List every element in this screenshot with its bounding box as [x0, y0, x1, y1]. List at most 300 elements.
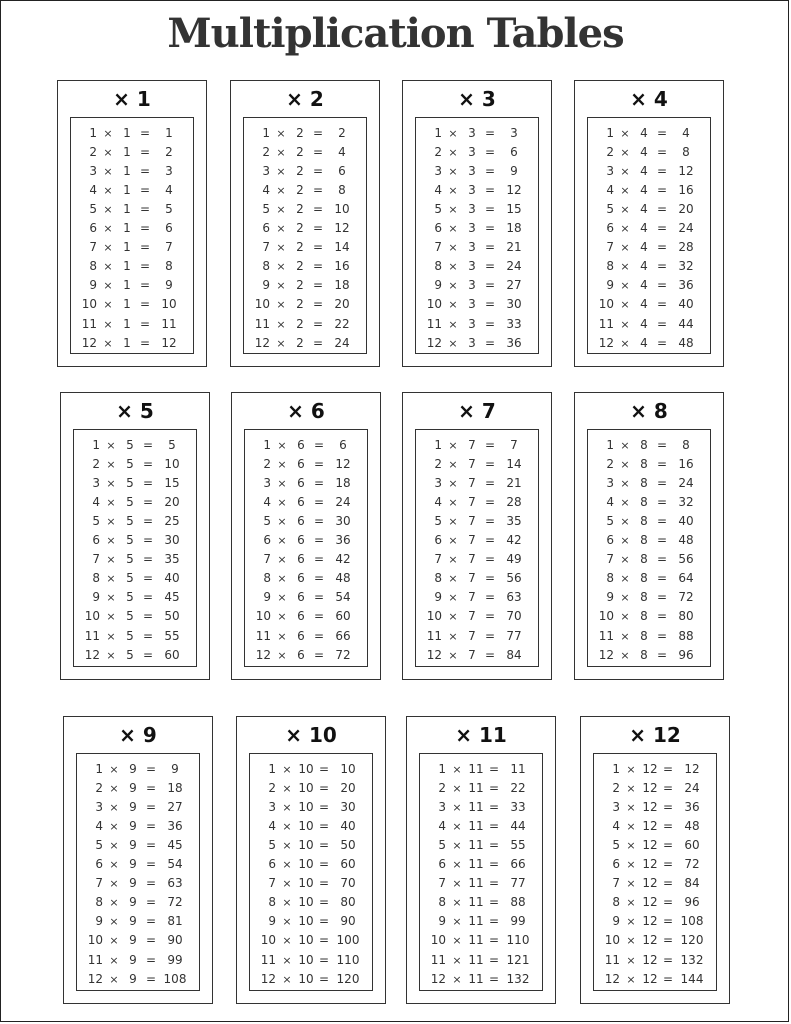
table-row — [594, 874, 716, 893]
times-sign: × — [109, 763, 119, 776]
times-sign: × — [620, 515, 630, 529]
equals-sign: = — [312, 221, 324, 236]
times-sign: × — [282, 915, 292, 929]
equals-sign: = — [484, 438, 496, 452]
times-sign: × — [277, 534, 287, 548]
product: 35 — [164, 552, 180, 567]
table-row — [588, 124, 710, 143]
product: 70 — [506, 609, 522, 624]
times-sign: × — [620, 458, 630, 472]
equals-sign: = — [313, 628, 325, 643]
times-sign: × — [109, 801, 119, 815]
multiplier: 5 — [126, 571, 134, 586]
equals-sign: = — [312, 335, 324, 350]
product: 9 — [171, 762, 179, 776]
multiplicand: 3 — [92, 476, 100, 491]
equals-sign: = — [484, 240, 496, 255]
multiplier: 5 — [126, 457, 134, 472]
table-row — [588, 334, 710, 353]
product: 18 — [335, 476, 351, 491]
product: 28 — [678, 240, 694, 255]
multiplicand: 3 — [434, 164, 442, 179]
table-card-3 — [402, 80, 552, 367]
equals-sign: = — [145, 762, 157, 776]
times-sign: × — [276, 279, 286, 293]
multiplier: 2 — [296, 259, 304, 274]
times-sign: × — [103, 241, 113, 255]
multiplicand: 10 — [430, 933, 446, 948]
multiplicand: 12 — [426, 647, 442, 662]
equals-sign: = — [145, 781, 157, 796]
table-body — [593, 753, 717, 991]
table-row — [245, 607, 367, 626]
table-row — [77, 951, 199, 970]
table-row — [77, 798, 199, 817]
multiplicand: 1 — [263, 438, 271, 452]
product: 132 — [680, 952, 704, 967]
multiplier: 7 — [468, 590, 476, 605]
multiplier: 3 — [468, 183, 476, 198]
equals-sign: = — [488, 895, 500, 910]
product: 11 — [510, 762, 526, 776]
multiplicand: 9 — [434, 278, 442, 293]
table-row — [416, 474, 538, 493]
multiplicand: 5 — [263, 514, 271, 529]
multiplicand: 11 — [81, 316, 97, 331]
table-row — [420, 798, 542, 817]
table-row — [74, 531, 196, 550]
table-heading: × 6 — [287, 399, 325, 423]
equals-sign: = — [142, 590, 154, 605]
product: 2 — [338, 126, 346, 140]
times-sign: × — [448, 222, 458, 236]
multiplier: 12 — [642, 895, 658, 910]
table-row — [250, 836, 372, 855]
multiplier: 1 — [123, 126, 131, 140]
multiplier: 12 — [642, 971, 658, 986]
equals-sign: = — [318, 895, 330, 910]
table-row — [588, 646, 710, 665]
equals-sign: = — [488, 762, 500, 776]
equals-sign: = — [484, 533, 496, 548]
table-row — [416, 436, 538, 455]
multiplicand: 2 — [268, 781, 276, 796]
equals-sign: = — [656, 514, 668, 529]
product: 3 — [510, 126, 518, 140]
table-row — [250, 951, 372, 970]
multiplicand: 8 — [262, 259, 270, 274]
table-row — [244, 295, 366, 314]
product: 100 — [336, 933, 360, 948]
product: 45 — [164, 590, 180, 605]
multiplicand: 4 — [92, 495, 100, 510]
multiplicand: 1 — [434, 126, 442, 140]
multiplicand: 12 — [598, 647, 614, 662]
table-row — [71, 276, 193, 295]
product: 32 — [678, 495, 694, 510]
equals-sign: = — [318, 800, 330, 815]
multiplicand: 11 — [598, 316, 614, 331]
times-sign: × — [103, 146, 113, 160]
multiplier: 8 — [640, 590, 648, 605]
table-card-4 — [574, 80, 724, 367]
equals-sign: = — [484, 552, 496, 567]
equals-sign: = — [318, 914, 330, 929]
multiplier: 6 — [297, 438, 305, 452]
equals-sign: = — [318, 971, 330, 986]
multiplier: 8 — [640, 457, 648, 472]
times-sign: × — [448, 496, 458, 510]
times-sign: × — [277, 610, 287, 624]
table-row — [77, 874, 199, 893]
product: 18 — [167, 781, 183, 796]
table-row — [74, 646, 196, 665]
multiplier: 3 — [468, 202, 476, 217]
product: 24 — [678, 221, 694, 236]
table-heading: × 11 — [455, 723, 507, 747]
product: 9 — [165, 278, 173, 293]
multiplier: 4 — [640, 164, 648, 179]
equals-sign: = — [488, 819, 500, 834]
product: 50 — [340, 838, 356, 853]
table-card-5 — [60, 392, 210, 680]
times-sign: × — [276, 241, 286, 255]
times-sign: × — [277, 515, 287, 529]
multiplicand: 8 — [263, 571, 271, 586]
times-sign: × — [106, 534, 116, 548]
product: 72 — [678, 590, 694, 605]
times-sign: × — [626, 763, 636, 776]
table-row — [245, 588, 367, 607]
product: 8 — [165, 259, 173, 274]
table-row — [71, 162, 193, 181]
equals-sign: = — [145, 971, 157, 986]
times-sign: × — [103, 222, 113, 236]
equals-sign: = — [312, 278, 324, 293]
times-sign: × — [276, 184, 286, 198]
multiplicand: 11 — [84, 628, 100, 643]
product: 42 — [506, 533, 522, 548]
multiplier: 2 — [296, 335, 304, 350]
table-row — [245, 627, 367, 646]
multiplicand: 6 — [606, 533, 614, 548]
multiplicand: 6 — [606, 221, 614, 236]
times-sign: × — [620, 591, 630, 605]
equals-sign: = — [662, 895, 674, 910]
equals-sign: = — [313, 514, 325, 529]
multiplicand: 12 — [430, 971, 446, 986]
equals-sign: = — [662, 857, 674, 872]
times-sign: × — [106, 439, 116, 452]
multiplier: 1 — [123, 221, 131, 236]
product: 40 — [678, 297, 694, 312]
multiplier: 2 — [296, 183, 304, 198]
multiplicand: 10 — [426, 609, 442, 624]
times-sign: × — [620, 146, 630, 160]
multiplier: 8 — [640, 438, 648, 452]
multiplier: 5 — [126, 495, 134, 510]
table-row — [594, 970, 716, 989]
times-sign: × — [626, 953, 636, 967]
multiplier: 8 — [640, 514, 648, 529]
table-row — [588, 143, 710, 162]
product: 55 — [164, 628, 180, 643]
multiplier: 1 — [123, 297, 131, 312]
table-row — [416, 550, 538, 569]
multiplicand: 7 — [268, 876, 276, 891]
multiplicand: 11 — [604, 952, 620, 967]
table-row — [77, 760, 199, 779]
product: 24 — [335, 495, 351, 510]
multiplicand: 2 — [89, 145, 97, 160]
times-sign: × — [448, 591, 458, 605]
times-sign: × — [276, 336, 286, 350]
times-sign: × — [282, 953, 292, 967]
multiplier: 8 — [640, 609, 648, 624]
multiplicand: 4 — [268, 819, 276, 834]
table-row — [594, 760, 716, 779]
equals-sign: = — [484, 164, 496, 179]
multiplicand: 2 — [612, 781, 620, 796]
equals-sign: = — [145, 933, 157, 948]
table-row — [244, 315, 366, 334]
table-row — [77, 817, 199, 836]
times-sign: × — [448, 439, 458, 452]
multiplicand: 5 — [262, 202, 270, 217]
product: 48 — [335, 571, 351, 586]
times-sign: × — [109, 820, 119, 834]
multiplicand: 7 — [606, 240, 614, 255]
table-heading: × 5 — [116, 399, 154, 423]
multiplier: 2 — [296, 145, 304, 160]
multiplicand: 6 — [612, 857, 620, 872]
equals-sign: = — [484, 126, 496, 140]
multiplicand: 3 — [606, 164, 614, 179]
table-body — [415, 117, 539, 354]
multiplier: 6 — [297, 533, 305, 548]
times-sign: × — [620, 165, 630, 179]
times-sign: × — [103, 260, 113, 274]
multiplier: 9 — [129, 933, 137, 948]
equals-sign: = — [662, 800, 674, 815]
multiplier: 10 — [298, 781, 314, 796]
multiplicand: 10 — [260, 933, 276, 948]
table-row — [244, 143, 366, 162]
multiplier: 2 — [296, 278, 304, 293]
product: 96 — [684, 895, 700, 910]
times-sign: × — [106, 515, 116, 529]
times-sign: × — [448, 317, 458, 331]
multiplier: 6 — [297, 514, 305, 529]
table-row — [594, 798, 716, 817]
multiplicand: 10 — [598, 609, 614, 624]
multiplier: 6 — [297, 609, 305, 624]
table-row — [588, 588, 710, 607]
table-body — [70, 117, 194, 354]
times-sign: × — [109, 858, 119, 872]
equals-sign: = — [142, 609, 154, 624]
product: 15 — [506, 202, 522, 217]
times-sign: × — [277, 439, 287, 452]
multiplicand: 12 — [84, 647, 100, 662]
times-sign: × — [277, 553, 287, 567]
equals-sign: = — [484, 476, 496, 491]
multiplier: 2 — [296, 202, 304, 217]
product: 12 — [161, 335, 177, 350]
multiplier: 4 — [640, 316, 648, 331]
table-row — [245, 531, 367, 550]
table-row — [250, 760, 372, 779]
multiplier: 7 — [468, 438, 476, 452]
multiplicand: 11 — [254, 316, 270, 331]
times-sign: × — [277, 458, 287, 472]
multiplicand: 7 — [612, 876, 620, 891]
multiplicand: 1 — [612, 762, 620, 776]
equals-sign: = — [656, 476, 668, 491]
product: 63 — [506, 590, 522, 605]
multiplicand: 2 — [92, 457, 100, 472]
equals-sign: = — [142, 476, 154, 491]
table-row — [245, 493, 367, 512]
multiplier: 10 — [298, 876, 314, 891]
multiplicand: 11 — [598, 628, 614, 643]
table-row — [416, 646, 538, 665]
equals-sign: = — [656, 259, 668, 274]
multiplier: 12 — [642, 819, 658, 834]
times-sign: × — [620, 241, 630, 255]
multiplier: 10 — [298, 800, 314, 815]
times-sign: × — [109, 782, 119, 796]
table-card-10 — [236, 716, 386, 1004]
equals-sign: = — [656, 590, 668, 605]
product: 40 — [678, 514, 694, 529]
product: 64 — [678, 571, 694, 586]
multiplier: 5 — [126, 552, 134, 567]
product: 72 — [684, 857, 700, 872]
table-row — [588, 295, 710, 314]
product: 60 — [335, 609, 351, 624]
multiplier: 10 — [298, 762, 314, 776]
table-row — [245, 474, 367, 493]
table-row — [420, 855, 542, 874]
multiplier: 5 — [126, 438, 134, 452]
product: 36 — [335, 533, 351, 548]
multiplicand: 3 — [95, 800, 103, 815]
multiplier: 5 — [126, 609, 134, 624]
product: 4 — [165, 183, 173, 198]
product: 12 — [684, 762, 700, 776]
table-body — [587, 429, 711, 667]
table-row — [77, 893, 199, 912]
equals-sign: = — [139, 335, 151, 350]
product: 22 — [334, 316, 350, 331]
table-row — [74, 607, 196, 626]
times-sign: × — [448, 534, 458, 548]
table-row — [74, 550, 196, 569]
table-row — [416, 257, 538, 276]
times-sign: × — [626, 915, 636, 929]
multiplier: 2 — [296, 164, 304, 179]
multiplier: 12 — [642, 781, 658, 796]
multiplier: 12 — [642, 876, 658, 891]
multiplicand: 9 — [95, 914, 103, 929]
multiplier: 10 — [298, 819, 314, 834]
equals-sign: = — [656, 126, 668, 140]
product: 144 — [680, 971, 704, 986]
multiplicand: 1 — [89, 126, 97, 140]
table-row — [594, 836, 716, 855]
equals-sign: = — [488, 857, 500, 872]
table-body — [419, 753, 543, 991]
times-sign: × — [452, 801, 462, 815]
multiplier: 1 — [123, 240, 131, 255]
product: 48 — [684, 819, 700, 834]
times-sign: × — [448, 458, 458, 472]
multiplier: 10 — [298, 914, 314, 929]
multiplier: 8 — [640, 628, 648, 643]
multiplicand: 1 — [434, 438, 442, 452]
multiplicand: 12 — [598, 335, 614, 350]
multiplicand: 7 — [95, 876, 103, 891]
multiplicand: 4 — [606, 495, 614, 510]
multiplier: 5 — [126, 628, 134, 643]
times-sign: × — [452, 972, 462, 986]
equals-sign: = — [484, 297, 496, 312]
times-sign: × — [103, 317, 113, 331]
multiplier: 11 — [468, 800, 484, 815]
product: 49 — [506, 552, 522, 567]
times-sign: × — [448, 648, 458, 662]
product: 6 — [165, 221, 173, 236]
product: 10 — [334, 202, 350, 217]
multiplier: 1 — [123, 183, 131, 198]
multiplier: 9 — [129, 762, 137, 776]
multiplier: 7 — [468, 571, 476, 586]
table-row — [416, 276, 538, 295]
product: 44 — [510, 819, 526, 834]
product: 12 — [678, 164, 694, 179]
multiplicand: 4 — [434, 495, 442, 510]
times-sign: × — [282, 839, 292, 853]
times-sign: × — [620, 279, 630, 293]
product: 7 — [510, 438, 518, 452]
table-row — [416, 607, 538, 626]
product: 90 — [167, 933, 183, 948]
product: 40 — [340, 819, 356, 834]
equals-sign: = — [312, 240, 324, 255]
table-row — [420, 760, 542, 779]
multiplier: 7 — [468, 457, 476, 472]
product: 36 — [684, 800, 700, 815]
table-row — [71, 200, 193, 219]
multiplier: 8 — [640, 476, 648, 491]
equals-sign: = — [656, 647, 668, 662]
multiplicand: 3 — [262, 164, 270, 179]
product: 77 — [506, 628, 522, 643]
equals-sign: = — [662, 971, 674, 986]
product: 110 — [506, 933, 530, 948]
multiplier: 8 — [640, 552, 648, 567]
table-row — [71, 143, 193, 162]
product: 35 — [506, 514, 522, 529]
table-row — [250, 893, 372, 912]
table-row — [416, 531, 538, 550]
times-sign: × — [620, 553, 630, 567]
table-card-7 — [402, 392, 552, 680]
table-row — [420, 970, 542, 989]
equals-sign: = — [662, 914, 674, 929]
product: 120 — [680, 933, 704, 948]
